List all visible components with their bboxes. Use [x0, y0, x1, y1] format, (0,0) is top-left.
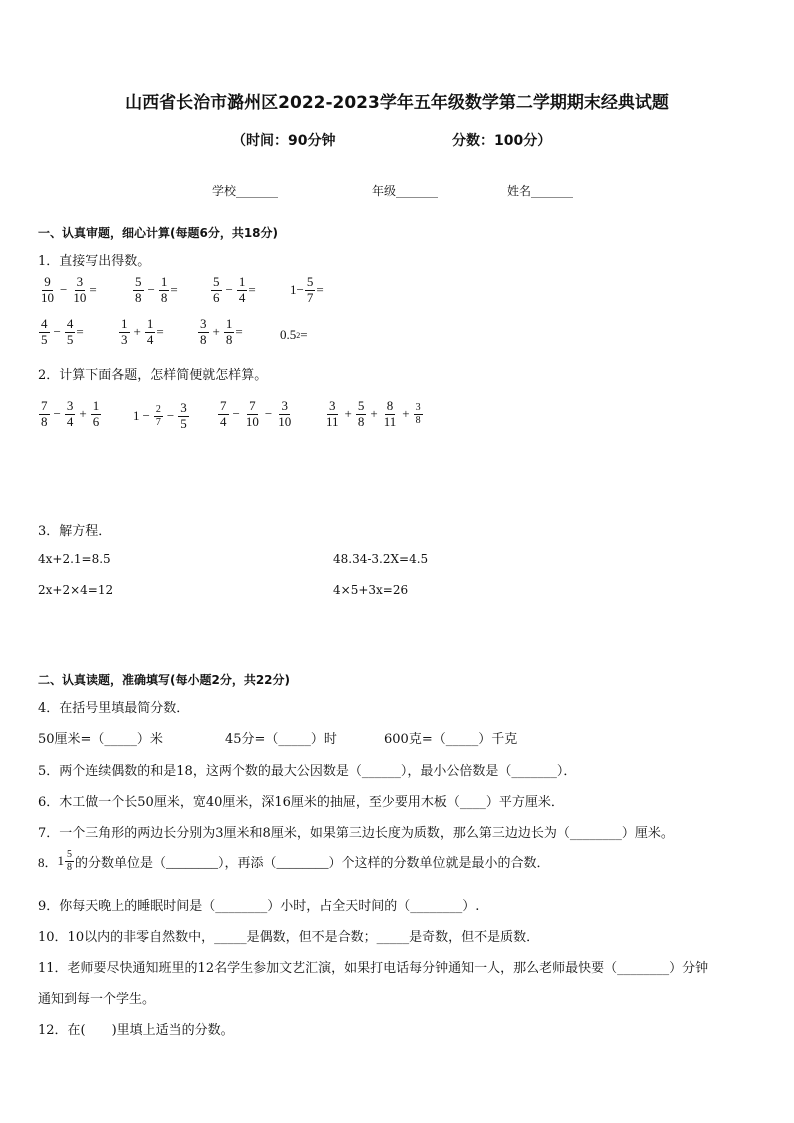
fraction: $\frac{4}{5}$ — [66, 316, 74, 347]
equation-3: 2x+2×4=12 — [38, 583, 114, 597]
fraction: $\frac{1}{3}$ — [121, 316, 128, 347]
question-1: 1．直接写出得数。 — [38, 254, 151, 269]
exam-time: （时间：90分钟 — [232, 133, 336, 149]
fraction: $\frac{3}{10}$ — [73, 274, 87, 305]
q1-item-7: $\frac{3}{8}$ + $\frac{1}{8}$ = — [200, 316, 243, 347]
question-11: 11．老师要尽快通知班里的12名学生参加文艺汇演，如果打电话每分钟通知一人，那么老师最快要（________）分钟 — [38, 961, 709, 976]
question-3: 3．解方程． — [38, 524, 112, 539]
question-10: 10．10以内的非零自然数中，_____是偶数，但不是合数；_____是奇数，但不是质数． — [38, 930, 540, 945]
q2-expr-1: $\frac{7}{8}$ − $\frac{3}{4}$ + $\frac{1}{6}$ — [41, 398, 100, 429]
question-7: 7．一个三角形的两边长分别为3厘米和8厘米，如果第三边长度为质数，那么第三边边长为（________）厘米。 — [38, 826, 674, 841]
q4-blank-a: 50厘米=（_____）米 — [38, 732, 163, 747]
fraction: $\frac{1}{8}$ — [225, 316, 233, 347]
fraction: $\frac{1}{8}$ — [160, 274, 168, 305]
q1-item-2: $\frac{5}{8}$ − $\frac{1}{8}$ = — [135, 274, 178, 305]
question-2: 2．计算下面各题，怎样简便就怎样算。 — [38, 368, 268, 383]
equation-1: 4x+2.1=8.5 — [38, 552, 111, 566]
fraction: $\frac{5}{6}$ — [213, 274, 220, 305]
exam-score: 分数：100分） — [452, 133, 552, 149]
fraction: $\frac{3}{8}$ — [200, 316, 207, 347]
fraction: $\frac{1}{4}$ — [238, 274, 246, 305]
question-8: 8． 1 $\frac{5}{8}$ 的分数单位是（________），再添（________）个这样的分数单位就是最小的合数． — [38, 849, 550, 873]
question-12: 12．在( )里填上适当的分数。 — [38, 1023, 234, 1038]
q2-expr-2: 1 − $\frac{2}{7}$ − $\frac{3}{5}$ — [133, 400, 187, 431]
question-9: 9．你每天晚上的睡眠时间是（________）小时，占全天时间的（________）. — [38, 899, 480, 914]
question-5: 5．两个连续偶数的和是18，这两个数的最大公因数是（______），最小公倍数是（_______）． — [38, 764, 577, 779]
fraction: $\frac{5}{8}$ — [135, 274, 142, 305]
question-4: 4．在括号里填最简分数． — [38, 701, 190, 716]
section2-title: 二、认真读题，准确填写(每小题2分，共22分) — [38, 673, 291, 687]
q1-item-3: $\frac{5}{6}$ − $\frac{1}{4}$ = — [213, 274, 256, 305]
fraction: $\frac{5}{7}$ — [306, 274, 314, 305]
q1-item-6: $\frac{1}{3}$ + $\frac{1}{4}$ = — [121, 316, 164, 347]
q1-item-5: $\frac{4}{5}$ − $\frac{4}{5}$ = — [41, 316, 84, 347]
section1-title: 一、认真审题，细心计算(每题6分，共18分) — [38, 226, 279, 240]
page-title: 山西省长治市潞州区2022-2023学年五年级数学第二学期期末经典试题 — [125, 93, 669, 113]
mixed-fraction: $\frac{5}{8}$ — [67, 849, 73, 873]
name-field: 姓名_______ — [507, 184, 574, 198]
question-6: 6．木工做一个长50厘米，宽40厘米，深16厘米的抽屉，至少要用木板（____）平方厘米． — [38, 795, 564, 810]
fraction: $\frac{9}{10}$ — [41, 274, 54, 305]
equation-4: 4×5+3x=26 — [333, 583, 409, 597]
fraction: $\frac{4}{5}$ — [41, 316, 48, 347]
q2-expr-3: $\frac{7}{4}$ − $\frac{7}{10}$ − $\frac{3}{10}$ — [220, 398, 292, 429]
question-11-cont: 通知到每一个学生。 — [38, 992, 156, 1007]
fraction: $\frac{1}{4}$ — [146, 316, 154, 347]
grade-field: 年级_______ — [372, 184, 439, 198]
q1-item-1: $\frac{9}{10}$ − $\frac{3}{10}$ = — [41, 274, 97, 305]
q1-item-8: 0.5 2 = — [280, 327, 308, 342]
q2-expr-4: $\frac{3}{11}$ + $\frac{5}{8}$ + $\frac{8}{11}$ + $\frac{3}{8}$ — [326, 398, 421, 429]
q4-blank-c: 600克=（_____）千克 — [384, 732, 518, 747]
school-field: 学校_______ — [212, 184, 279, 198]
q1-item-4: 1− $\frac{5}{7}$ = — [290, 274, 324, 305]
equation-2: 48.34-3.2X=4.5 — [333, 552, 429, 566]
q4-blank-b: 45分=（_____）时 — [225, 732, 337, 747]
